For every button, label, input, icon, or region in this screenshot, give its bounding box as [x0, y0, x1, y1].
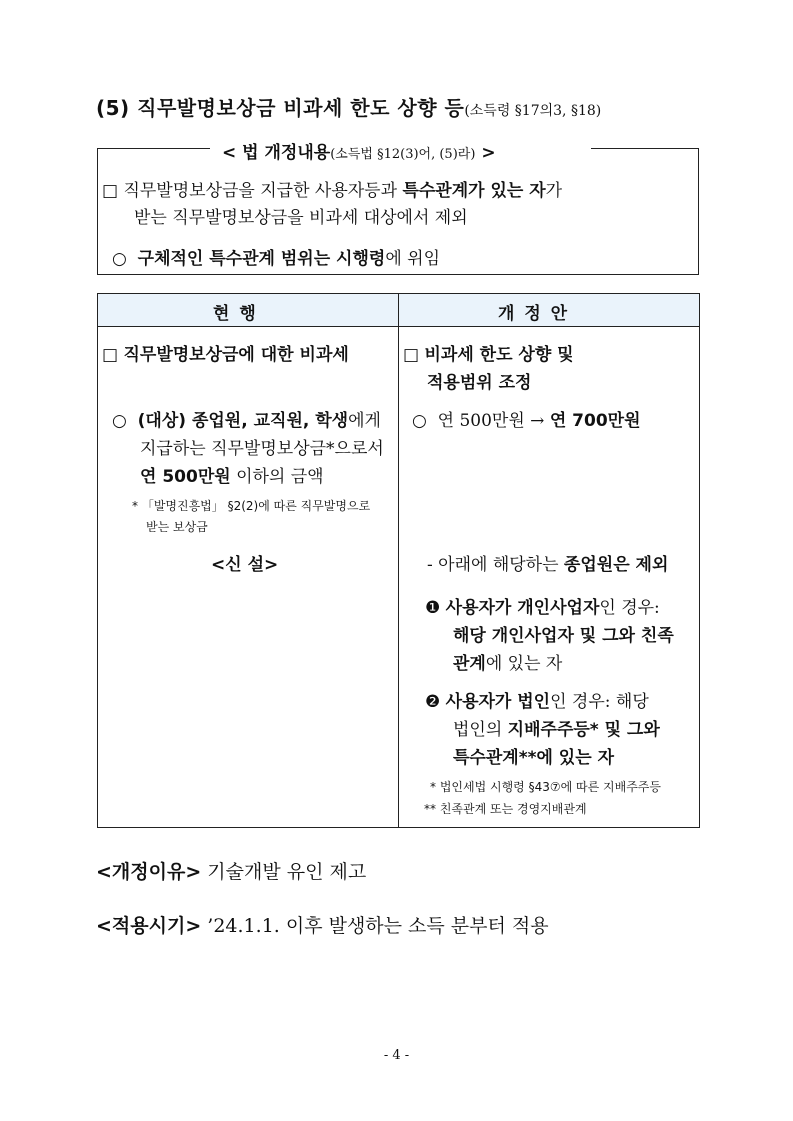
proposed-case-2-line-3: 특수관계**에 있는 자 — [453, 748, 614, 768]
current-sub-line-3 — [140, 462, 324, 487]
proposed-case-1-line-3 — [453, 649, 562, 674]
proposed-sub — [412, 406, 641, 431]
law-item-1-text: 직무발명보상금을 지급한 사용자등과 — [118, 181, 403, 201]
reason-label: <개정이유> — [96, 861, 202, 883]
case-1-text: 인 경우: — [599, 598, 660, 618]
proposed-footnote-1: * 법인세법 시행령 §43⑦에 따른 지배주주등 — [430, 780, 661, 794]
case-2-corp-text: 법인의 — [453, 720, 508, 740]
law-item-1-line-1 — [102, 176, 562, 201]
current-limit-bold: 연 500만원 — [140, 467, 231, 487]
proposed-item-1-text: 비과세 한도 상향 및 — [424, 345, 574, 365]
proposed-case-2-line-1 — [425, 687, 649, 712]
proposed-sub-bold: 연 700만원 — [549, 411, 641, 431]
proposed-exclusion-bold: 종업원은 제외 — [563, 555, 669, 575]
proposed-case-1-line-1 — [425, 593, 660, 618]
law-item-1-tail: 가 — [545, 181, 563, 201]
case-2-corp-bold: 지배주주등* 및 그와 — [507, 720, 660, 740]
case-2-bold: 사용자가 법인 — [445, 692, 551, 712]
current-sub-line-1 — [112, 406, 381, 431]
current-target-bold: (대상) 종업원, 교직원, 학생 — [137, 411, 349, 431]
law-item-1-line-2: 받는 직무발명보상금을 비과세 대상에서 제외 — [134, 208, 468, 228]
law-item-2 — [112, 244, 440, 269]
section-title-text: (5) 직무발명보상금 비과세 한도 상향 등 — [96, 96, 465, 120]
circle-bullet-icon: ○ — [412, 411, 427, 431]
circle-bullet-icon: ○ — [112, 249, 127, 269]
amendment-reason — [96, 857, 366, 884]
law-heading-suffix: > — [475, 143, 496, 163]
case-2-text: 인 경우: 해당 — [550, 692, 649, 712]
number-one-circle-icon: ❶ — [425, 598, 441, 618]
law-heading-ref: (소득법 §12(3)어, (5)라) — [330, 147, 476, 162]
current-footnote-line-2: 받는 보상금 — [146, 520, 208, 534]
law-box-heading — [222, 138, 496, 163]
law-box-top-border-left — [97, 148, 210, 149]
current-sub-line-2: 지급하는 직무발명보상금*으로서 — [140, 439, 384, 459]
effective-date — [96, 911, 549, 938]
square-bullet-icon: □ — [102, 181, 119, 201]
circle-bullet-icon: ○ — [112, 411, 127, 431]
timing-label: <적용시기> — [96, 915, 202, 937]
law-item-2-bold: 구체적인 특수관계 범위는 시행령 — [137, 249, 386, 269]
proposed-case-1-line-2: 해당 개인사업자 및 그와 친족 — [453, 626, 674, 646]
comparison-column-divider — [398, 293, 399, 828]
header-proposed: 개 정 안 — [498, 304, 570, 324]
law-heading-prefix: < — [222, 143, 243, 163]
proposed-exclusion — [427, 550, 668, 575]
case-1-bold: 사용자가 개인사업자 — [445, 598, 600, 618]
current-footnote-line-1: * 「발명진흥법」 §2(2)에 따른 직무발명으로 — [132, 499, 371, 513]
header-current: 현 행 — [213, 304, 258, 324]
current-limit-text: 이하의 금액 — [230, 467, 324, 487]
proposed-item-1-line-2: 적용범위 조정 — [427, 373, 532, 393]
reason-text: 기술개발 유인 제고 — [201, 861, 367, 883]
page-number: - 4 - — [383, 1048, 410, 1063]
current-item-1 — [102, 340, 349, 365]
case-1-relation-bold: 관계 — [453, 654, 486, 674]
section-title — [96, 92, 601, 121]
law-item-1-bold: 특수관계가 있는 자 — [402, 181, 546, 201]
square-bullet-icon: □ — [403, 345, 420, 365]
current-target-text: 에게 — [348, 411, 381, 431]
current-item-1-text: 직무발명보상금에 대한 비과세 — [123, 345, 349, 365]
law-item-2-text: 에 위임 — [385, 249, 440, 269]
section-title-ref: (소득령 §17의3, §18) — [464, 103, 602, 119]
proposed-exclusion-text: - 아래에 해당하는 — [427, 555, 564, 575]
square-bullet-icon: □ — [102, 345, 119, 365]
proposed-sub-text: 연 500만원 → — [437, 411, 550, 431]
proposed-case-2-line-2 — [453, 715, 660, 740]
current-new-provision: <신 설> — [211, 555, 279, 575]
timing-text: ’24.1.1. 이후 발생하는 소득 분부터 적용 — [201, 915, 549, 937]
proposed-footnote-2: ** 친족관계 또는 경영지배관계 — [424, 802, 587, 816]
law-box-top-border-right — [591, 148, 699, 149]
case-1-relation-text: 에 있는 자 — [485, 654, 563, 674]
number-two-circle-icon: ❷ — [425, 692, 441, 712]
law-heading-bold: 법 개정내용 — [242, 143, 331, 163]
proposed-item-1-line-1 — [403, 340, 574, 365]
